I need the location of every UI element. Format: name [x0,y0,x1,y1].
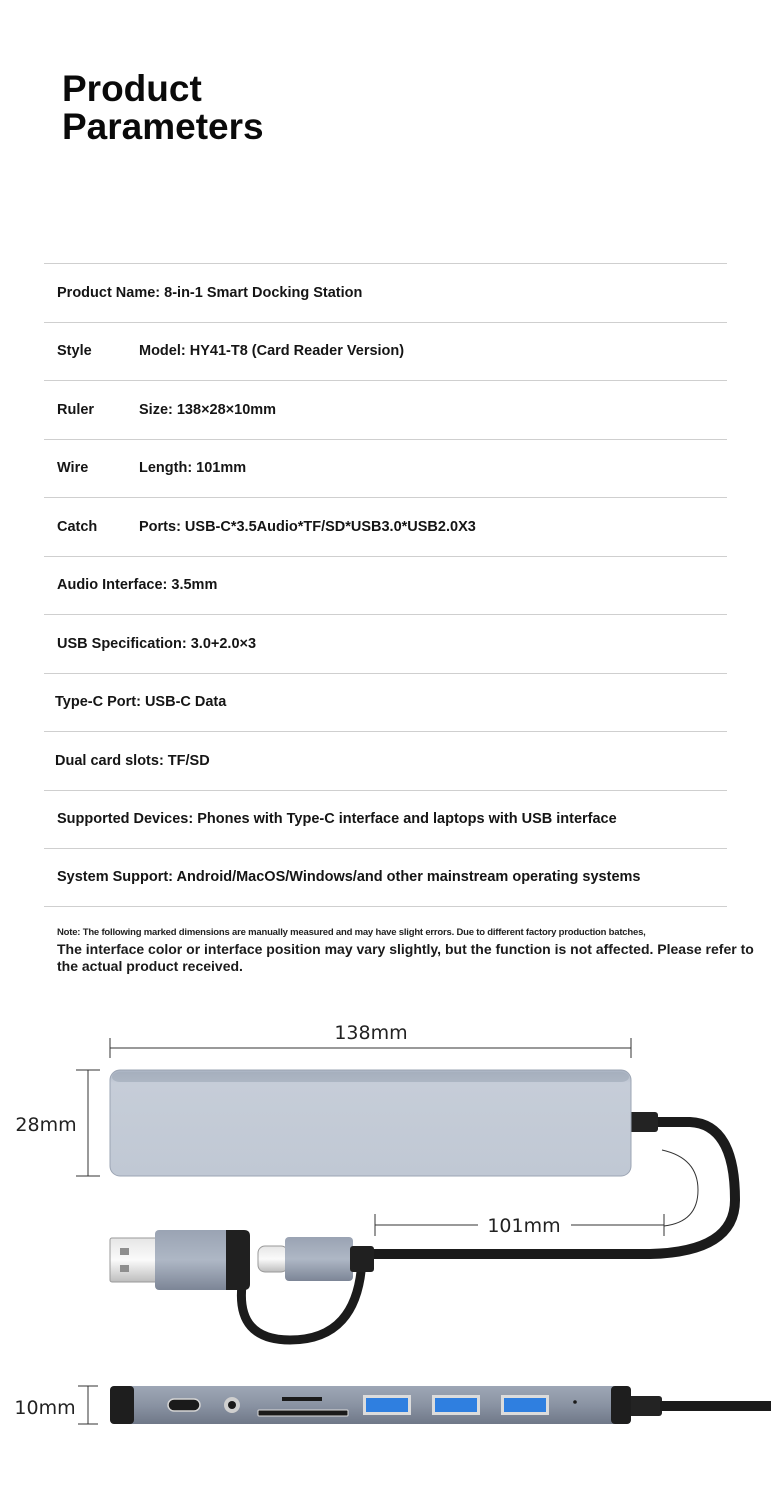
spec-row-usb [44,614,727,673]
length-label: 138mm [334,1022,408,1044]
spec-label-style: Style [57,343,92,360]
title-line-1: Product [62,68,202,109]
note-small-text: Note: The following marked dimensions are manually measured and may have slight errors. Due to different factory production batches, [57,927,646,938]
title-line-2: Parameters [62,106,264,147]
spec-label-wire: Wire [57,460,89,477]
spec-usb-specification: USB Specification: 3.0+2.0×3 [57,635,257,652]
spec-row-wire [44,439,727,498]
spec-value-model: Model: HY41-T8 (Card Reader Version) [139,343,405,360]
depth-dimension [14,1386,98,1424]
spec-row-audio [44,556,727,615]
spec-row-catch [44,497,727,556]
spec-card-slots: Dual card slots: TF/SD [55,752,210,769]
length-dimension [110,1022,631,1058]
spec-audio-interface: Audio Interface: 3.5mm [57,577,218,594]
spec-row-style [44,322,727,381]
page-title [62,70,264,146]
product-dimension-diagram [0,1000,771,1499]
height-dimension [15,1070,100,1176]
status-led [573,1400,577,1404]
hub-body-top [110,1070,631,1176]
spec-table [44,263,727,907]
spec-value-ports: Ports: USB-C*3.5Audio*TF/SD*USB3.0*USB2.0X3 [139,518,476,535]
spec-system-support: System Support: Android/MacOS/Windows/and other mainstream operating systems [57,869,641,886]
spec-row-product-name [44,263,727,322]
side-cable-relief [628,1396,662,1416]
usb-a-plug [110,1230,250,1290]
sd-card-slot [258,1410,348,1416]
spec-row-devices [44,790,727,849]
spec-label-ruler: Ruler [57,401,95,418]
spec-value-length: Length: 101mm [139,460,247,477]
spec-product-name: Product Name: 8-in-1 Smart Docking Station [57,284,363,301]
cable-strain-relief [628,1112,658,1132]
spec-type-c-port: Type-C Port: USB-C Data [55,694,227,711]
height-label: 28mm [15,1114,77,1136]
spec-row-system [44,848,727,907]
spec-row-ruler [44,380,727,439]
usb-c-port [168,1399,200,1411]
note-main-text: The interface color or interface position may vary slightly, but the function is not affected. Please refer to the actual product received. [57,941,754,974]
tf-card-slot [282,1397,322,1401]
spec-row-card-slots [44,731,727,790]
spec-value-size: Size: 138×28×10mm [139,401,277,418]
spec-supported-devices: Supported Devices: Phones with Type-C interface and laptops with USB interface [57,811,617,828]
spec-label-catch: Catch [57,518,98,535]
spec-row-type-c [44,673,727,732]
cable-label: 101mm [487,1215,561,1237]
hub-side-view [110,1386,631,1424]
depth-label: 10mm [14,1397,76,1419]
disclaimer-note [57,927,757,975]
